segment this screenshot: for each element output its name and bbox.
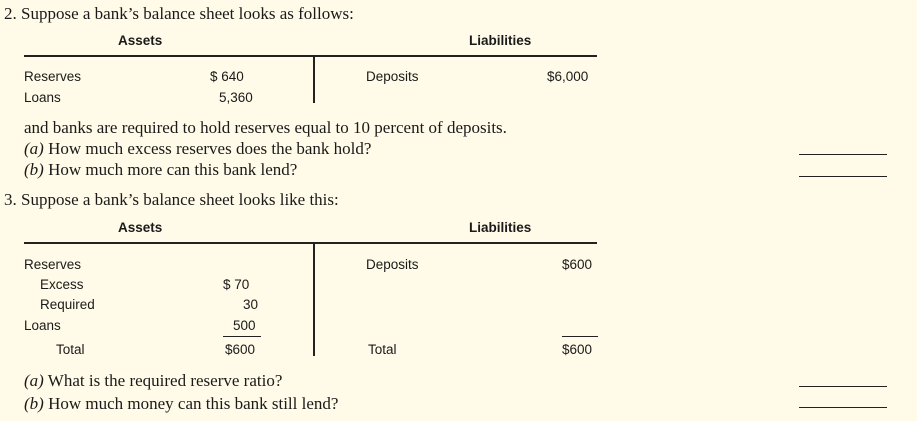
- q2-deposits-value: $6,000: [547, 69, 589, 84]
- q2-part-b-letter: (b): [24, 160, 44, 179]
- q3-assets-total-rule: [223, 336, 261, 337]
- q3-part-b: [24, 394, 338, 414]
- q3-loans-label: Loans: [24, 318, 61, 333]
- q3-total-label: Total: [56, 342, 85, 357]
- q3-part-b-letter: (b): [24, 394, 44, 413]
- q3-loans-value: 500: [233, 318, 256, 333]
- q3-heading: 3. Suppose a bank’s balance sheet looks like this:: [4, 190, 339, 209]
- q3-table-top-rule: [24, 242, 597, 244]
- q2-answer-line-a[interactable]: [799, 154, 887, 155]
- q3-part-b-text: How much money can this bank still lend?: [48, 394, 339, 413]
- q3-answer-line-a[interactable]: [799, 386, 887, 387]
- q2-table-divider: [313, 55, 315, 103]
- q3-liab-total-label: Total: [368, 342, 397, 357]
- q2-loans-value: 5,360: [219, 90, 253, 105]
- q3-table-divider: [313, 242, 315, 356]
- q3-liabilities-header: Liabilities: [469, 220, 532, 235]
- q2-assets-header: Assets: [118, 33, 163, 48]
- q2-table-top-rule: [24, 55, 597, 57]
- q2-deposits-label: Deposits: [366, 69, 419, 84]
- q3-excess-value: $ 70: [223, 277, 250, 292]
- q3-liab-total-value: $600: [562, 342, 593, 357]
- q2-part-a-letter: (a): [24, 139, 44, 158]
- q3-required-value: 30: [243, 297, 259, 312]
- q2-part-a: [24, 139, 371, 159]
- q2-answer-line-b[interactable]: [799, 176, 887, 177]
- q2-part-b-text: How much more can this bank lend?: [48, 160, 298, 179]
- q2-loans-label: Loans: [24, 90, 61, 105]
- q3-reserves-label: Reserves: [24, 257, 82, 272]
- q3-excess-label: Excess: [40, 277, 84, 292]
- q3-part-a-letter: (a): [24, 371, 44, 390]
- q2-reserves-value: $ 640: [210, 69, 244, 84]
- q2-liabilities-header: Liabilities: [469, 33, 532, 48]
- q2-text: and banks are required to hold reserves equal to 10 percent of deposits.: [24, 118, 507, 137]
- q2-part-b: [24, 160, 297, 180]
- q3-part-a-text: What is the required reserve ratio?: [47, 371, 283, 390]
- q3-required-label: Required: [40, 297, 95, 312]
- q2-part-a-text: How much excess reserves does the bank hold?: [48, 139, 372, 158]
- q3-total-value: $600: [225, 342, 256, 357]
- q3-answer-line-b[interactable]: [799, 407, 887, 408]
- q2-reserves-label: Reserves: [24, 69, 82, 84]
- q3-part-a: [24, 371, 282, 391]
- q3-assets-header: Assets: [118, 220, 163, 235]
- q2-heading: 2. Suppose a bank’s balance sheet looks as follows:: [4, 4, 354, 23]
- q3-deposits-value: $600: [562, 257, 593, 272]
- q3-liabilities-total-rule: [562, 336, 598, 337]
- q3-deposits-label: Deposits: [366, 257, 419, 272]
